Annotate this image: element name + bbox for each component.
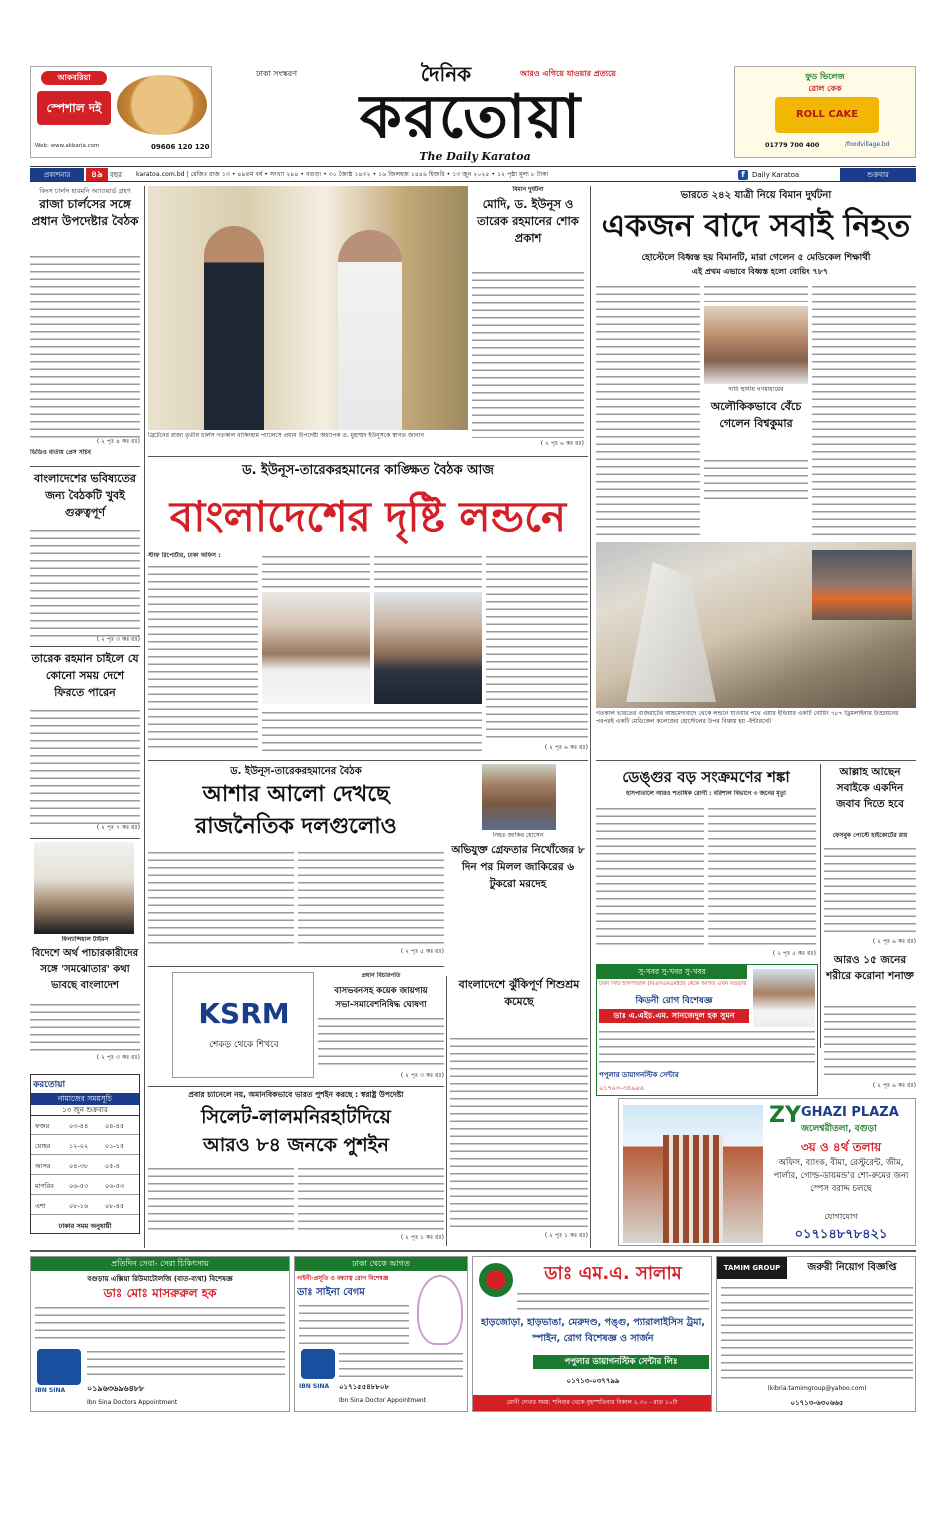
right-masthead-ad[interactable] xyxy=(734,66,916,158)
story-headline: ডেঙ্গুর বড় সংক্রমণের শঙ্কা xyxy=(622,768,790,786)
prayer-times-box xyxy=(30,1074,140,1234)
prayer-row: আসর ০৪-৩৮ ০৫-৪ xyxy=(31,1157,139,1175)
plaza-location: জলেশ্বরীতলা, বগুড়া xyxy=(801,1124,877,1133)
story-body xyxy=(824,844,916,936)
survivor-photo xyxy=(704,306,808,384)
story-body xyxy=(450,1034,588,1230)
photo-caption: ব্রিটেনের রাজা তৃতীয় চার্লস গতকাল বাকিংহাম প্যালেসে প্রধান উপদেষ্টা অধ্যাপক ড. মুহাম্মদ ইউনূসকে স্বাগত জানান xyxy=(148,432,424,439)
story-king-charles xyxy=(30,186,140,466)
ad-doctor-name: ডাঃ এ.এইচ.এম. সানজেদুল হক সুমন xyxy=(599,1009,749,1023)
story-corona xyxy=(824,952,916,1094)
photo-caption: গতকাল ভারতের গুজরাটের আহমেদাবাদে থেকে লন্ডনে যাওয়ার পথে এয়ার ইন্ডিয়ার একটি বোয়িং ৭৮৭ ড্রিমলাইনার উড্ডয়নের পরপরই একটি মেডিকেল কলেজের হোস্টেলের উপর বিধ্বস্ত হয় -ইন্টারনেট xyxy=(596,710,899,725)
ad-brand: IBN SINA xyxy=(299,1383,330,1390)
byline: স্টাফ রিপোর্টার, ঢাকা অফিস : xyxy=(148,552,221,559)
roll-cake-sub: রোল কেক xyxy=(808,84,842,93)
story-headline: সভা-সমাবেশনিষিদ্ধ ঘোষণা xyxy=(335,1000,427,1010)
story-continued: ( ২ পৃঃ ৫ কঃ রঃ) xyxy=(400,948,444,955)
weekday: শুক্রবার xyxy=(840,168,916,182)
prayer-row: ফজর ০৩-৪৪ ০৪-৪৫ xyxy=(31,1117,139,1135)
plaza-name: GHAZI PLAZA xyxy=(801,1105,899,1120)
story-survivor xyxy=(704,386,808,506)
story-headline: বিদেশে অর্থ পাচারকারীদের সঙ্গে 'সমঝোতার' কথা ভাবছে বাংলাদেশ xyxy=(31,948,139,991)
story-body xyxy=(30,706,140,824)
ad-details xyxy=(299,1301,409,1345)
story-headline: তারেক রহমান চাইলে যে কোনো সময় দেশে ফিরতে পারেন xyxy=(31,652,139,699)
ad-product-name: স্পেশাল দই xyxy=(37,91,111,125)
story-kicker: বিমান দুর্ঘটনা xyxy=(512,186,544,193)
crash-kicker: ভারতে ২৪২ যাত্রী নিয়ে বিমান দুর্ঘটনা xyxy=(680,190,832,201)
ad-center: পপুলার ডায়াগনস্টিক সেন্টার লিঃ xyxy=(533,1355,709,1369)
ad-details xyxy=(339,1349,463,1377)
mother-child-illustration xyxy=(417,1275,463,1345)
story-headline: আল্লাহ আছেন সবাইকে একদিন জবাব দিতে হবে xyxy=(836,766,904,810)
prayer-title: নামাজের সময়সূচি xyxy=(31,1093,139,1105)
ad-details xyxy=(721,1283,913,1383)
prayer-note: ঢাকার সময় অনুযায়ী xyxy=(58,1222,112,1230)
story-continued: ( ২ পৃঃ ৬ কঃ রঃ) xyxy=(872,938,916,945)
story-headline: অভিযুক্ত গ্রেফতার নিখোঁজের ৮ দিন পর মিলল জাকিরের ৬ টুকরো মরদেহ xyxy=(451,844,585,890)
ad-brand: IBN SINA xyxy=(35,1387,66,1394)
ad-sub: জরুরী নিয়োগ বিজ্ঞপ্তি xyxy=(807,1262,897,1273)
story-allah xyxy=(824,764,916,950)
story-body xyxy=(486,552,588,742)
story-missing xyxy=(448,764,588,974)
kidney-doctor-ad[interactable] xyxy=(596,964,818,1096)
story-condolence xyxy=(472,186,584,452)
victim-photo xyxy=(482,764,556,830)
plaza-contact-label: যোগাযোগ xyxy=(824,1212,858,1221)
daily-word: দৈনিক xyxy=(420,62,472,86)
crash-site-photo xyxy=(596,542,916,708)
ad-facebook: /foodvillage.bd xyxy=(845,141,890,148)
story-continued: ( ২ পৃঃ ৩ কঃ রঃ) xyxy=(400,1072,444,1079)
bottom-ad-recruitment[interactable] xyxy=(716,1256,916,1412)
ad-top: ডাঃ এম.এ. সালাম xyxy=(544,1263,682,1284)
ad-top: প্রতিদিন সেবা- সেরা চিকিৎসায় xyxy=(31,1257,289,1271)
ad-details xyxy=(35,1303,285,1343)
story-kicker: ফিন্যান্সিয়াল টাইমস xyxy=(61,936,109,943)
facebook-icon: f xyxy=(738,170,748,180)
story-tarique-return xyxy=(30,650,140,836)
story-continued: ( ২ পৃঃ ৪ কঃ রঃ) xyxy=(96,438,140,445)
yunus-portrait xyxy=(262,592,370,704)
bottom-ad-orthopedic[interactable] xyxy=(472,1256,712,1412)
lead-kicker: ড. ইউনূস-তারেকরহমানের কাঙ্ক্ষিত বৈঠক আজ xyxy=(242,463,494,478)
story-body xyxy=(704,282,808,302)
ad-footer: Ibn Sina Doctor Appointment xyxy=(339,1397,427,1404)
story-body xyxy=(318,1014,444,1070)
prayer-row: মাগরিব ০৬-৫৩ ০৬-৫৩ xyxy=(31,1177,139,1195)
ad-center: পপুলার ডায়াগনস্টিক সেন্টার xyxy=(599,1071,679,1079)
ad-top: ঢাকা থেকে আগত xyxy=(295,1257,467,1271)
story-kicker: কিংস চার্লস হারমনি অ্যাওয়ার্ড গ্রহণ xyxy=(39,187,131,195)
ad-sub: গাইনী-প্রসূতি ও বন্ধ্যাত্ব রোগ বিশেষজ্ঞ xyxy=(297,1275,389,1282)
story-body xyxy=(812,282,916,538)
story-body xyxy=(374,552,482,588)
story-body xyxy=(298,848,444,948)
ad-phone: ০১৭১৩-৬৩০৬৬৫ xyxy=(790,1399,844,1407)
doi-pot-image xyxy=(117,75,207,135)
story-body xyxy=(148,562,258,752)
ad-doctor-name: ডাঃ সাইনা বেগম xyxy=(297,1287,365,1298)
story-chief-justice xyxy=(318,972,444,1084)
roll-cake-pack: ROLL CAKE xyxy=(775,97,879,133)
story-headline: বাংলাদেশের ভবিষ্যতের জন্য বৈঠকটি খুবই গুরুত্বপূর্ণ xyxy=(34,472,136,519)
story-kicker: প্রধান বিচারপতি xyxy=(361,972,401,979)
story-subhead: হাসপাতালে আরও শতাধিক রোগী : বরিশাল বিভাগে ৩ জনের মৃত্যু xyxy=(626,790,786,797)
finance-adviser-photo xyxy=(34,842,134,934)
ad-footer: (kibria.tamimgroup@yahoo.com) xyxy=(767,1385,867,1392)
story-body xyxy=(824,1002,916,1080)
story-continued: ( ২ পৃঃ ৬ কঃ রঃ) xyxy=(540,440,584,447)
bottom-ad-rheumatology[interactable] xyxy=(30,1256,290,1412)
story-body xyxy=(596,804,704,948)
story-continued: ( ২ পৃঃ ৩ কঃ রঃ) xyxy=(96,636,140,643)
slogan: আরও এগিয়ে যাওয়ার প্রত্যয়ে xyxy=(520,69,616,78)
king-charles-yunus-photo xyxy=(148,186,468,430)
person-silhouette xyxy=(204,226,264,430)
story-continued: ( ২ পৃঃ ৩ কঃ রঃ) xyxy=(96,1054,140,1061)
story-kicker: প্রবার চ্যানেলে নয়, অমানবিকভাবে ভারত পুশইন করছে : স্বরাষ্ট্র উপদেষ্টা xyxy=(188,1090,404,1099)
plaza-phone: ০১৭১৪৮৭৮৪২১ xyxy=(794,1227,888,1242)
photo-caption: নিহত জাকির হোসেন xyxy=(492,832,544,839)
story-body xyxy=(472,268,584,438)
edition-label: ঢাকা সংস্করণ xyxy=(256,69,298,78)
story-headline: সিলেট-লালমনিরহাটদিয়ে xyxy=(201,1106,391,1128)
ksrm-logo: KSRM xyxy=(198,997,290,1030)
story-continued: ( ২ পৃঃ ১ কঃ রঃ) xyxy=(400,1234,444,1241)
ad-top: TAMIM GROUP xyxy=(717,1257,787,1279)
story-body xyxy=(148,848,294,948)
prayer-date: ১৩ জুন শুক্রবার xyxy=(31,1105,139,1116)
person-silhouette xyxy=(338,230,402,430)
years-word: বছর xyxy=(110,171,122,179)
facebook-page[interactable]: Daily Karatoa xyxy=(752,171,800,179)
story-headline: আশার আলো দেখছে xyxy=(202,782,390,807)
prayer-brand: করতোয়া xyxy=(33,1080,66,1090)
story-subhead: ভিডিও বার্তায় প্রেস সচিব xyxy=(30,449,91,456)
ad-details xyxy=(87,1347,285,1381)
story-body xyxy=(30,1000,140,1052)
ad-phone: ০১৭০৩-৩৫৯৯৬ xyxy=(599,1084,644,1092)
story-headline: রাজনৈতিক দলগুলোও xyxy=(195,814,397,839)
story-headline: অলৌকিকভাবে বেঁচে গেলেন বিশ্বকুমার xyxy=(710,400,802,430)
story-headline: বাংলাদেশে ঝুঁকিপূর্ণ শিশুশ্রম কমেছে xyxy=(458,978,580,1008)
ad-doctor-name: ডাঃ মোঃ মাসরুরুল হক xyxy=(103,1286,217,1300)
crash-subhead: এই প্রথম এভাবে বিধ্বস্ত হলো বোয়িং ৭৮৭ xyxy=(691,267,829,276)
info-bar xyxy=(30,166,916,182)
aircraft-tail xyxy=(626,562,716,702)
prayer-row: যোহর ১২-০২ ০১-১৫ xyxy=(31,1137,139,1155)
story-headline: আরও ৮৪ জনকে পুশইন xyxy=(203,1134,389,1156)
story-pushin xyxy=(148,1090,444,1246)
story-headline: আরও ১৫ জনের শরীরে করোনা শনাক্ত xyxy=(826,954,914,982)
fire-inset-photo xyxy=(812,550,912,620)
ad-specialty: কিডনী রোগ বিশেষজ্ঞ xyxy=(635,996,713,1006)
story-bangladesh-future xyxy=(30,470,140,646)
prayer-table xyxy=(31,1117,139,1217)
ksrm-ad[interactable] xyxy=(172,972,314,1078)
newspaper-title: করতোয়া xyxy=(359,82,583,152)
bangladesh-emblem xyxy=(479,1263,513,1297)
story-headline: বাসভবনসহ কয়েক জায়গায় xyxy=(334,986,428,996)
story-continued: ( ২ পৃঃ ৬ কঃ রঃ) xyxy=(872,1082,916,1089)
story-dengue xyxy=(596,764,816,960)
story-subhead: ফেসবুক পোস্টে হাইকোর্টের রায় xyxy=(832,832,908,839)
story-body xyxy=(708,804,816,948)
story-headline: মোদি, ড. ইউনূস ও তারেক রহমানের শোক প্রকাশ xyxy=(477,197,579,245)
story-child-labour xyxy=(450,976,588,1246)
story-continued: ( ২ পৃঃ ৫ কঃ রঃ) xyxy=(772,950,816,957)
ad-phone: 01779 700 400 xyxy=(765,141,820,149)
crash-headline: একজন বাদে সবাই নিহত xyxy=(601,208,911,244)
ad-footer: Ibn Sina Doctors Appointment xyxy=(87,1399,178,1406)
ibn-sina-logo xyxy=(301,1349,335,1379)
story-headline: রাজা চার্লসের সঙ্গে প্রধান উপদেষ্টার বৈঠক xyxy=(31,197,139,228)
ad-footer: রোগী দেখার সময়: শনিবার থেকে বৃহস্পতিবার বিকাল ২.৩০ - রাত ১০টা xyxy=(473,1395,711,1411)
story-body xyxy=(704,456,808,504)
english-title: The Daily Karatoa xyxy=(419,150,531,163)
ad-phone: 09606 120 120 xyxy=(151,143,210,151)
lead-headline: বাংলাদেশের দৃষ্টি লন্ডনে xyxy=(169,492,567,541)
ad-details xyxy=(599,1027,815,1067)
story-kicker: ড. ইউনূস-তারেকরহমানের বৈঠক xyxy=(230,766,362,777)
founded-years: ৪৯ xyxy=(86,168,108,182)
ghazi-plaza-ad[interactable] xyxy=(618,1098,916,1246)
story-body xyxy=(30,252,140,438)
prayer-row: এশা ০৮-১৬ ০৮-৪৫ xyxy=(31,1197,139,1215)
ad-phone: ০১৯৬৩৬৯৬৪৮৮ xyxy=(87,1384,145,1393)
story-body xyxy=(30,526,140,638)
tarique-portrait xyxy=(374,592,482,704)
story-continued: ( ২ পৃঃ ৬ কঃ রঃ) xyxy=(544,744,588,751)
ad-details xyxy=(517,1289,709,1311)
story-kicker: দাবি স্থানীয় গণমাধ্যমের xyxy=(728,386,784,393)
story-continued: ( ২ পৃঃ ৭ কঃ রঃ) xyxy=(96,824,140,831)
issue-details: karatoa.com.bd | রেজিঃ রাজ ১৩ • ৪৯তম বর্ষ • সংখ্যা ২৯৪ • বগুড়া • ৩০ জ্যৈষ্ঠ ১৪৩২ • ১৬ জিলহজ ১৪৪৬ হিজরি • ১৩ জুন ২০২৫ • ১২ পৃষ্ঠা মূল্য ৮ টাকা xyxy=(136,171,549,178)
story-hope xyxy=(148,764,444,960)
plaza-logo: ZY xyxy=(769,1103,801,1128)
plaza-floor: ৩য় ও ৪র্থ তলায় xyxy=(800,1140,882,1154)
founded-label: প্রকাশনার xyxy=(30,168,84,182)
bottom-ad-gynae[interactable] xyxy=(294,1256,468,1412)
ksrm-tagline: শেকড় থেকে শিখবে xyxy=(209,1040,279,1050)
story-body xyxy=(596,282,700,538)
story-body xyxy=(148,1164,294,1234)
ad-sub: হাড়জোড়া, হাড়ভাঙা, মেরুদণ্ড, পঙ্গু, প্যারালাইসিস ট্রমা, স্পাইন, রোগ বিশেষজ্ঞ ও সার্জন xyxy=(481,1317,705,1344)
story-body xyxy=(262,552,370,588)
story-continued: ( ২ পৃঃ ১ কঃ রঃ) xyxy=(544,1232,588,1239)
ibn-sina-logo xyxy=(37,1349,81,1385)
ad-hospital: ঢাকা সিটি হাসপাতাল (বিএসএমএমইউ) থেকে আগত এখন বগুড়ায় xyxy=(599,981,747,987)
lead-story xyxy=(148,552,588,756)
left-masthead-ad[interactable] xyxy=(30,66,212,158)
ad-tag: সু-খবর সু-খবর সু-খবর xyxy=(597,965,747,979)
akbaria-logo: আকবরিয়া xyxy=(41,71,107,85)
ad-phone: ০১৭১৫৫৪৮৮০৮ xyxy=(339,1383,389,1391)
story-money-laundering xyxy=(30,842,140,1064)
building-image xyxy=(623,1105,763,1243)
story-body xyxy=(298,1164,444,1234)
ad-website: Web: www.akbaria.com xyxy=(35,143,100,149)
food-village-title: ফুড ভিলেজ xyxy=(805,72,845,81)
plaza-uses: অফিস, ব্যাংক, বীমা, রেস্টুরেন্ট, জীম, পার্লার, গোল্ড-ডায়মন্ড'র শো-রুমের জন্য স্পেস বরাদ্দ চলছে xyxy=(773,1158,909,1194)
ad-sub: বগুড়ায় এক্সিয়া রিউমাটোলজি (বাত-ব্যথা) বিশেষজ্ঞ xyxy=(87,1275,233,1283)
ad-phone: ০১৭১৩-০৩৭৭৯৯ xyxy=(566,1377,620,1385)
story-body xyxy=(262,708,482,752)
crash-subhead: হোস্টেলে বিধ্বস্ত হয় বিমানটি, মারা গেলেন ৫ মেডিকেল শিক্ষার্থী xyxy=(641,253,871,263)
